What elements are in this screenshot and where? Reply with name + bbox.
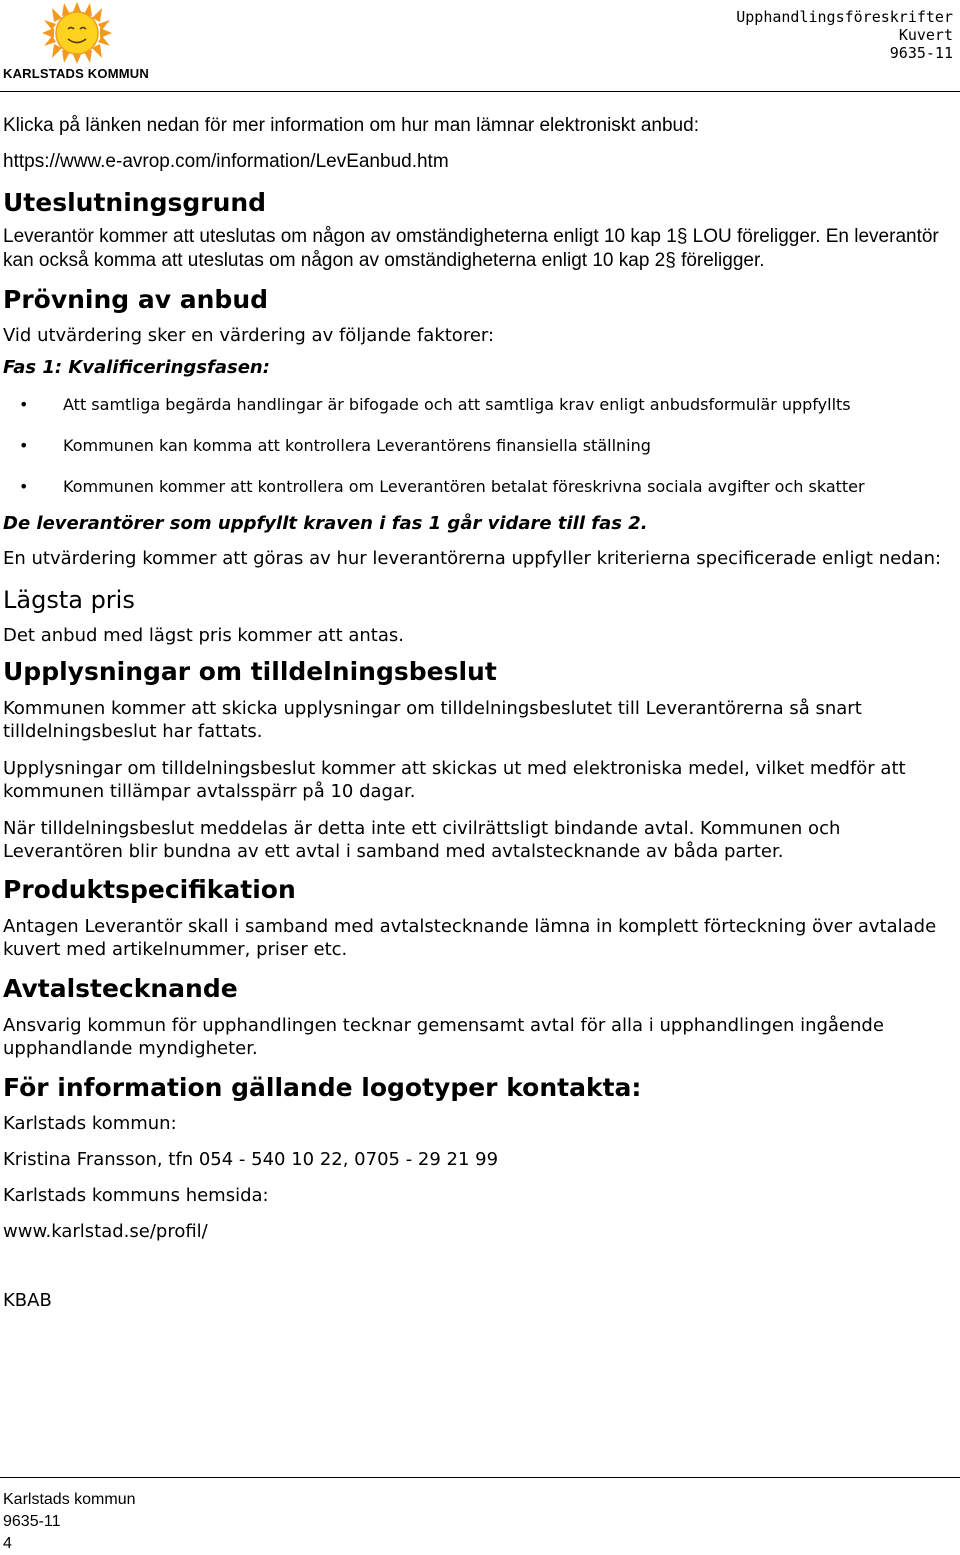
upplysningar-p2: Upplysningar om tilldelningsbeslut kommer att skickas ut med elektroniska medel, vilket medför att kommunen tillämpar avtalsspärr på 10 dagar. xyxy=(3,758,906,802)
footer-org: Karlstads kommun xyxy=(3,1491,136,1508)
doc-type: Upphandlingsföreskrifter xyxy=(736,8,953,26)
list-item: • Kommunen kommer att kontrollera om Leverantören betalat föreskrivna sociala avgifter och skatter xyxy=(19,477,865,496)
avtal-heading: Avtalstecknande xyxy=(3,974,238,1003)
header-divider xyxy=(0,91,960,92)
avtal-text: Ansvarig kommun för upphandlingen tecknar gemensamt avtal för alla i upphandlingen ingående upphandlande myndigheter. xyxy=(3,1015,884,1059)
footer-ref: 9635-11 xyxy=(3,1513,61,1530)
karlstad-logo xyxy=(0,0,150,86)
uteslutning-text: Leverantör kommer att uteslutas om någon av omständigheterna enligt 10 kap 1§ LOU föreligger. En leverantör kan också komma att uteslutas om någon av omständigheterna enligt 10 kap 2§ föreligger. xyxy=(3,226,939,271)
contact-org: Karlstads kommun: xyxy=(3,1113,177,1134)
phase-conclusion: De leverantörer som uppfyllt kraven i fas 1 går vidare till fas 2. xyxy=(3,513,648,534)
bullet-icon: • xyxy=(19,477,29,496)
kbab-label: KBAB xyxy=(3,1290,52,1311)
sun-logo-icon xyxy=(32,0,122,66)
website-label: Karlstads kommuns hemsida: xyxy=(3,1185,269,1206)
provning-intro: Vid utvärdering sker en värdering av följande faktorer: xyxy=(3,325,495,346)
lagsta-pris-text: Det anbud med lägst pris kommer att antas. xyxy=(3,625,404,646)
produkt-text: Antagen Leverantör skall i samband med avtalstecknande lämna in komplett förteckning över avtalade kuvert med artikelnummer, priser etc. xyxy=(3,916,937,960)
bullet-icon: • xyxy=(19,436,29,455)
website-link[interactable]: www.karlstad.se/profil/ xyxy=(3,1221,208,1242)
list-item: • Att samtliga begärda handlingar är bifogade och att samtliga krav enligt anbudsformulär uppfyllts xyxy=(19,395,851,414)
doc-reference: 9635-11 xyxy=(889,44,953,62)
criteria-text: En utvärdering kommer att göras av hur leverantörerna uppfyller kriterierna specificerade enligt nedan: xyxy=(3,548,942,569)
upplysningar-p1: Kommunen kommer att skicka upplysningar om tilldelningsbeslutet till Leverantörerna så snart tilldelningsbeslut har fattats. xyxy=(3,698,862,742)
document-header xyxy=(736,8,953,62)
qualification-list xyxy=(3,395,953,497)
uteslutning-heading: Uteslutningsgrund xyxy=(3,188,267,217)
lagsta-pris-heading: Lägsta pris xyxy=(3,586,135,614)
document-body xyxy=(3,114,953,1312)
produkt-heading: Produktspecifikation xyxy=(3,875,296,904)
provning-heading: Prövning av anbud xyxy=(3,285,269,314)
doc-subject: Kuvert xyxy=(898,26,953,44)
phase-1-label: Fas 1: Kvalificeringsfasen: xyxy=(3,357,270,378)
page-footer xyxy=(3,1489,136,1555)
logo-text: KARLSTADS KOMMUN xyxy=(3,66,149,81)
list-item: • Kommunen kan komma att kontrollera Leverantörens finansiella ställning xyxy=(19,436,651,455)
logotyper-heading: För information gällande logotyper kontakta: xyxy=(3,1073,642,1102)
upplysningar-heading: Upplysningar om tilldelningsbeslut xyxy=(3,657,497,686)
upplysningar-p3: När tilldelningsbeslut meddelas är detta inte ett civilrättsligt bindande avtal. Kommunen och Leverantören blir bundna av ett avtal i samband med avtalstecknande av båda parter. xyxy=(3,818,841,862)
intro-text: Klicka på länken nedan för mer information om hur man lämnar elektroniskt anbud: xyxy=(3,115,699,136)
bullet-icon: • xyxy=(19,395,29,414)
page-number: 4 xyxy=(3,1535,12,1552)
eanbud-link[interactable]: https://www.e-avrop.com/information/LevEanbud.htm xyxy=(3,151,449,172)
footer-divider xyxy=(0,1477,960,1478)
contact-person: Kristina Fransson, tfn 054 - 540 10 22, 0705 - 29 21 99 xyxy=(3,1149,499,1170)
